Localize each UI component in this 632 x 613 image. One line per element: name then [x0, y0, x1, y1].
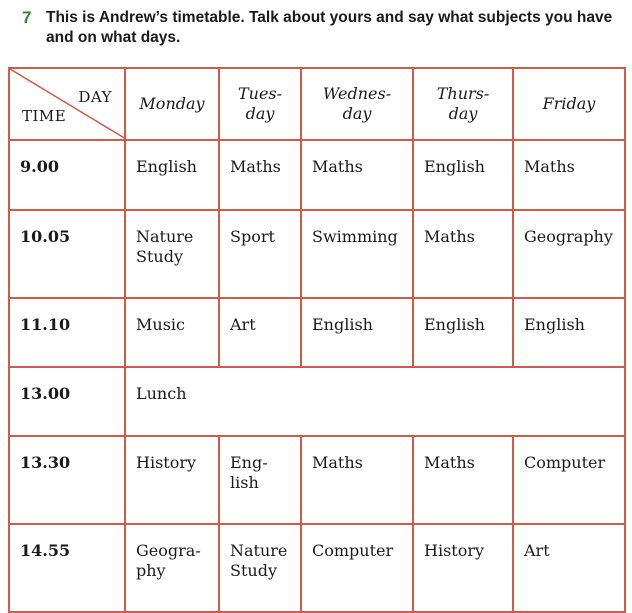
header-row [9, 68, 625, 140]
time-cell: 14.55 [9, 524, 125, 612]
subject-cell: History [125, 436, 219, 524]
subject-cell: Geography [513, 210, 625, 298]
corner-time-label: TIME [22, 107, 67, 125]
table-row [9, 436, 625, 524]
subject-cell: Maths [413, 436, 513, 524]
corner-day-label: DAY [78, 88, 112, 106]
subject-cell: English [125, 140, 219, 210]
day-header-monday: Monday [125, 68, 219, 140]
task-number: 7 [22, 8, 32, 27]
time-cell: 9.00 [9, 140, 125, 210]
time-cell: 13.00 [9, 367, 125, 436]
day-header-tuesday: Tues- day [219, 68, 301, 140]
subject-cell: Geogra- phy [125, 524, 219, 612]
task-instruction: This is Andrew’s timetable. Talk about yours and say what subjects you have and on what days. [46, 9, 613, 46]
day-header-friday: Friday [513, 68, 625, 140]
subject-cell: English [413, 298, 513, 367]
timetable [8, 67, 626, 613]
subject-cell: Maths [219, 140, 301, 210]
day-header-wednesday: Wednes- day [301, 68, 413, 140]
table-row [9, 140, 625, 210]
subject-cell: Nature Study [219, 524, 301, 612]
lunch-cell: Lunch [125, 367, 625, 436]
table-row [9, 210, 625, 298]
subject-cell: History [413, 524, 513, 612]
subject-cell: Maths [413, 210, 513, 298]
subject-cell: Computer [513, 436, 625, 524]
subject-cell: Art [513, 524, 625, 612]
subject-cell: English [513, 298, 625, 367]
time-cell: 13.30 [9, 436, 125, 524]
day-header-thursday: Thurs- day [413, 68, 513, 140]
subject-cell: English [301, 298, 413, 367]
subject-cell: Sport [219, 210, 301, 298]
subject-cell: Maths [301, 140, 413, 210]
subject-cell: Eng- lish [219, 436, 301, 524]
subject-cell: Music [125, 298, 219, 367]
subject-cell: Maths [513, 140, 625, 210]
subject-cell: Swimming [301, 210, 413, 298]
subject-cell: Computer [301, 524, 413, 612]
subject-cell: Maths [301, 436, 413, 524]
time-cell: 10.05 [9, 210, 125, 298]
subject-cell: English [413, 140, 513, 210]
subject-cell: Art [219, 298, 301, 367]
corner-cell [9, 68, 125, 140]
subject-cell: Nature Study [125, 210, 219, 298]
table-row [9, 298, 625, 367]
table-row [9, 367, 625, 436]
time-cell: 11.10 [9, 298, 125, 367]
table-row [9, 524, 625, 612]
